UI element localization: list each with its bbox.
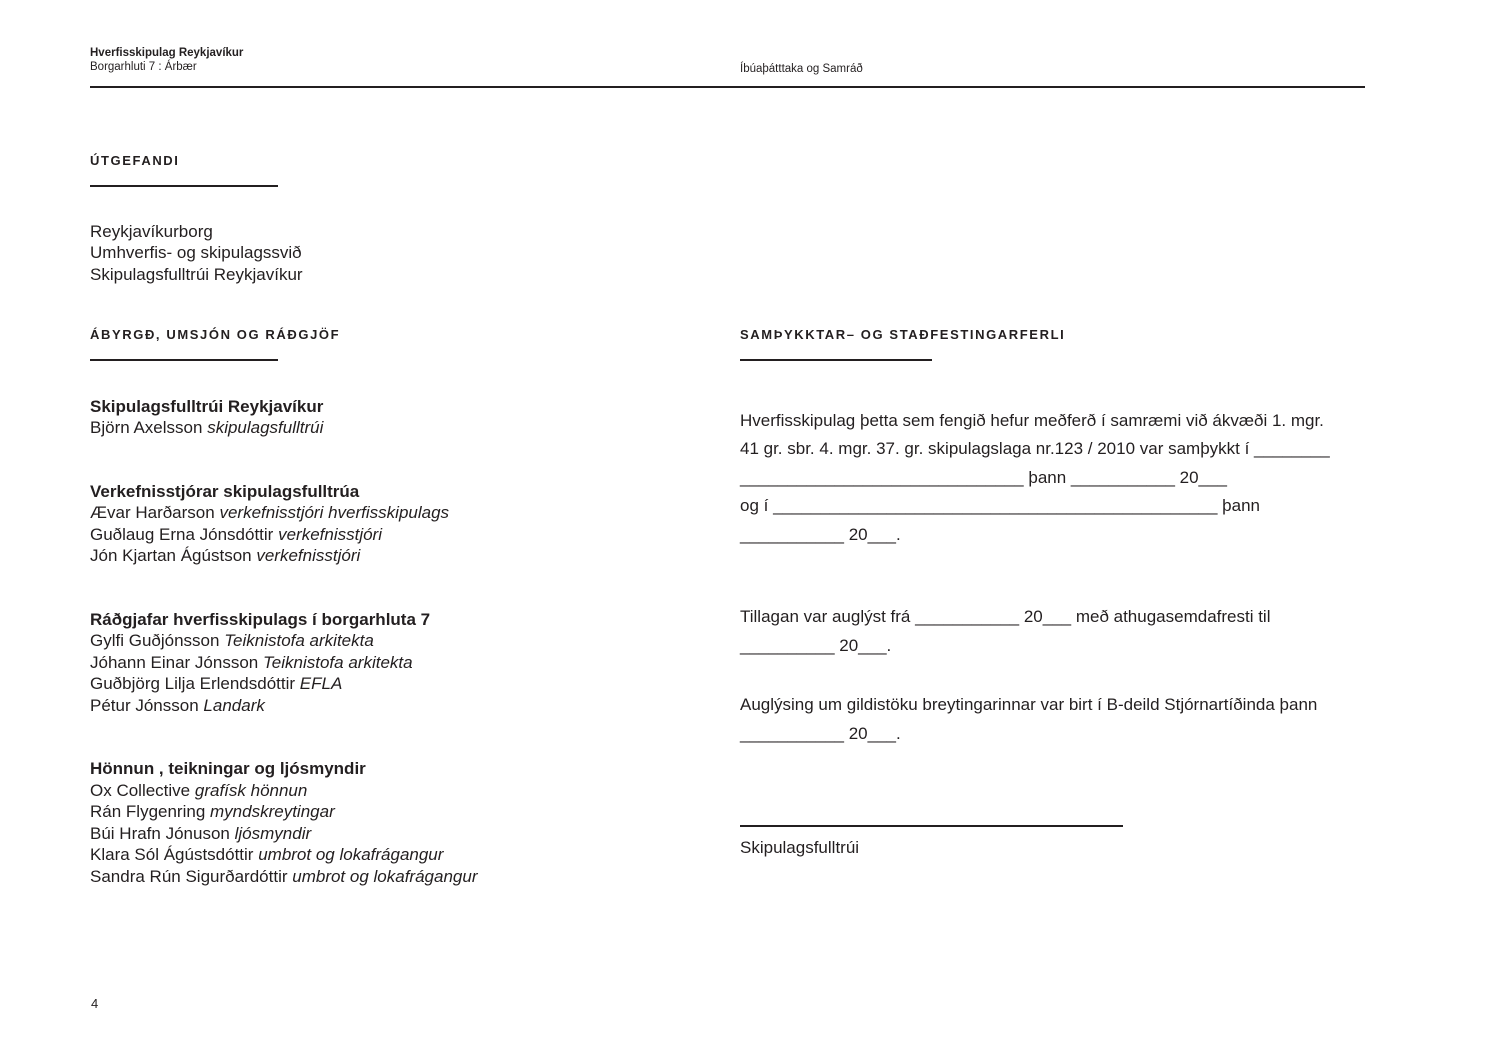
credit-group <box>90 758 690 887</box>
header-subtitle: Borgarhluti 7 : Árbær <box>90 61 197 73</box>
credit-group-title: Skipulagsfulltrúi Reykjavíkur <box>90 396 324 416</box>
credit-role: umbrot og lokafrágangur <box>292 866 478 886</box>
paragraph-line: ___________ 20___. <box>740 524 901 544</box>
credit-line <box>90 695 690 717</box>
credit-name: Ox Collective <box>90 780 191 800</box>
credit-role: myndskreytingar <box>210 802 335 821</box>
paragraph-line: 41 gr. sbr. 4. mgr. 37. gr. skipulagslaga nr.123 / 2010 var samþykkt í ________ <box>740 439 1330 458</box>
approval-paragraph <box>740 407 1365 550</box>
credit-group <box>90 396 690 439</box>
signature-block <box>740 825 1365 859</box>
abyrgd-heading-rule <box>90 359 278 361</box>
approval-paragraph <box>740 603 1365 660</box>
credit-name: Jóhann Einar Jónsson <box>90 652 259 672</box>
credit-name: Rán Flygenring <box>90 802 206 821</box>
publisher-line: Umhverfis- og skipulagssvið <box>90 243 302 262</box>
credit-name: Gylfi Guðjónsson <box>90 631 220 650</box>
credit-role: skipulagsfulltrúi <box>207 418 324 437</box>
credit-role: umbrot og lokafrágangur <box>258 845 444 864</box>
credit-name: Pétur Jónsson <box>90 695 199 715</box>
utgefandi-heading-rule <box>90 185 278 187</box>
credit-name: Klara Sól Ágústsdóttir <box>90 845 254 864</box>
approval-heading: SAMÞYKKTAR– OG STAÐFESTINGARFERLI <box>740 327 1066 342</box>
paragraph-line: Hverfisskipulag þetta sem fengið hefur meðferð í samræmi við ákvæði 1. mgr. <box>740 410 1324 430</box>
signature-label: Skipulagsfulltrúi <box>740 837 860 857</box>
paragraph-line: Auglýsing um gildistöku breytingarinnar var birt í B-deild Stjórnartíðinda þann <box>740 695 1318 714</box>
credit-name: Björn Axelsson <box>90 418 203 437</box>
page-number: 4 <box>91 996 99 1011</box>
publisher-block <box>90 221 690 286</box>
credit-line <box>90 823 690 845</box>
credit-role: verkefnisstjóri hverfisskipulags <box>219 503 450 522</box>
credit-line <box>90 844 690 866</box>
abyrgd-heading: ÁBYRGÐ, UMSJÓN OG RÁÐGJÖF <box>90 327 341 342</box>
page-header <box>90 46 1365 74</box>
approval-heading-rule <box>740 359 932 361</box>
credit-role: Teiknistofa arkitekta <box>224 631 374 650</box>
credit-line <box>90 545 690 567</box>
header-rule <box>90 86 1365 88</box>
header-chapter-label: Íbúaþátttaka og Samráð <box>740 63 863 75</box>
credit-line <box>90 801 690 823</box>
credit-role: verkefnisstjóri <box>256 546 361 565</box>
credit-role: ljósmyndir <box>234 823 312 843</box>
credit-name: Sandra Rún Sigurðardóttir <box>90 866 288 886</box>
credit-role: EFLA <box>299 674 343 693</box>
publisher-line: Skipulagsfulltrúi Reykjavíkur <box>90 264 303 284</box>
credit-name: Búi Hrafn Jónuson <box>90 823 230 843</box>
paragraph-line: ___________ 20___. <box>740 723 901 743</box>
credit-line <box>90 630 690 652</box>
credit-group <box>90 481 690 567</box>
credit-group <box>90 609 690 717</box>
credit-name: Guðbjörg Lilja Erlendsdóttir <box>90 674 296 693</box>
header-title: Hverfisskipulag Reykjavíkur <box>90 47 244 59</box>
credit-role: grafísk hönnun <box>194 780 308 800</box>
credit-role: Teiknistofa arkitekta <box>262 652 413 672</box>
credits-column <box>90 153 690 887</box>
credit-line <box>90 866 690 888</box>
credit-line <box>90 502 690 524</box>
approval-column <box>740 327 1365 859</box>
credit-role: Landark <box>203 695 265 715</box>
credit-name: Jón Kjartan Ágústson <box>90 546 252 565</box>
publisher-line: Reykjavíkurborg <box>90 221 213 241</box>
credit-name: Guðlaug Erna Jónsdóttir <box>90 524 274 544</box>
paragraph-line: Tillagan var auglýst frá ___________ 20___ með athugasemdafresti til <box>740 607 1271 626</box>
credit-line <box>90 652 690 674</box>
paragraph-line: ______________________________ þann ___________ 20___ <box>740 467 1227 487</box>
credit-line <box>90 524 690 546</box>
credit-group-title: Ráðgjafar hverfisskipulags í borgarhluta 7 <box>90 609 431 629</box>
approval-paragraph <box>740 691 1365 748</box>
credit-role: verkefnisstjóri <box>278 524 382 544</box>
paragraph-line: og í _______________________________________________ þann <box>740 496 1260 515</box>
credit-name: Ævar Harðarson <box>90 503 215 522</box>
credit-line <box>90 417 690 439</box>
utgefandi-heading: ÚTGEFANDI <box>90 153 180 168</box>
credit-group-title: Verkefnisstjórar skipulagsfulltrúa <box>90 481 360 501</box>
credit-line <box>90 780 690 802</box>
signature-line <box>740 825 1123 827</box>
credit-group-title: Hönnun , teikningar og ljósmyndir <box>90 759 366 778</box>
paragraph-line: __________ 20___. <box>740 635 892 655</box>
credit-line <box>90 673 690 695</box>
